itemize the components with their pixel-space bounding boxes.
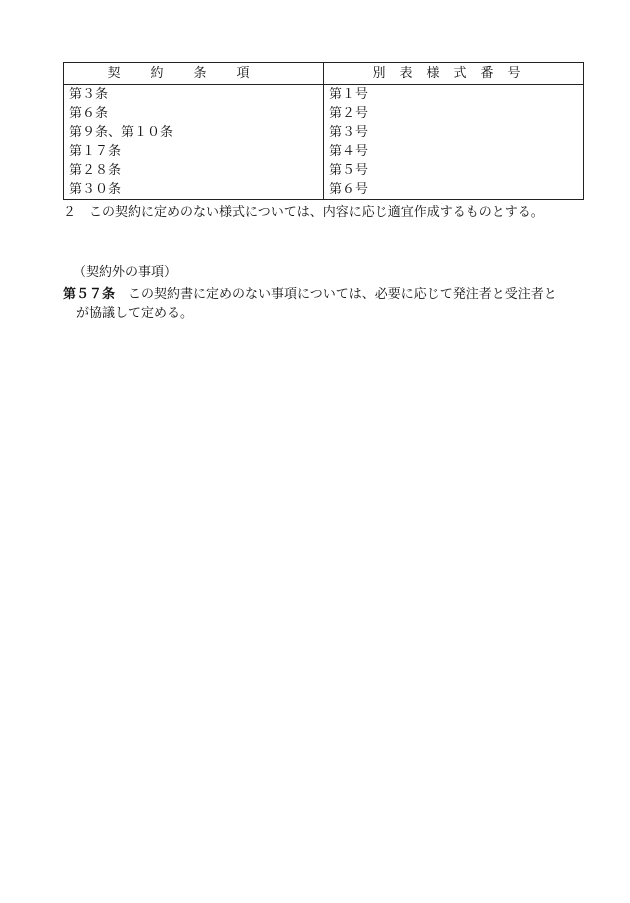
cell-form: 第３号 bbox=[324, 123, 584, 142]
table-row bbox=[64, 161, 584, 180]
article-text: この契約書に定めのない事項については、必要に応じて発注者と受注者と bbox=[115, 287, 557, 302]
header-form-number: 別表様式番号 bbox=[324, 63, 584, 85]
article-number: 第５７条 bbox=[63, 287, 116, 302]
cell-article: 第６条 bbox=[64, 104, 324, 123]
paragraph-2: ２ この契約に定めのない様式については、内容に応じ適宜作成するものとする。 bbox=[63, 205, 544, 220]
cell-article: 第３０条 bbox=[64, 180, 324, 200]
table-row bbox=[64, 85, 584, 105]
cell-article: 第２８条 bbox=[64, 161, 324, 180]
table-row bbox=[64, 142, 584, 161]
header-contract-article: 契約条項 bbox=[64, 63, 324, 85]
cell-form: 第５号 bbox=[324, 161, 584, 180]
table-row bbox=[64, 104, 584, 123]
cell-article: 第９条、第１０条 bbox=[64, 123, 324, 142]
cell-form: 第１号 bbox=[324, 85, 584, 105]
cell-form: 第６号 bbox=[324, 180, 584, 200]
cell-form: 第２号 bbox=[324, 104, 584, 123]
table-row bbox=[64, 123, 584, 142]
cell-article: 第１７条 bbox=[64, 142, 324, 161]
article-caption: （契約外の事項） bbox=[73, 265, 178, 280]
form-mapping-table bbox=[63, 62, 584, 200]
article-57-line-1 bbox=[63, 285, 557, 305]
cell-article: 第３条 bbox=[64, 85, 324, 105]
table-header-row bbox=[64, 63, 584, 85]
article-57-line-2: が協議して定める。 bbox=[76, 306, 194, 321]
table-row bbox=[64, 180, 584, 200]
cell-form: 第４号 bbox=[324, 142, 584, 161]
